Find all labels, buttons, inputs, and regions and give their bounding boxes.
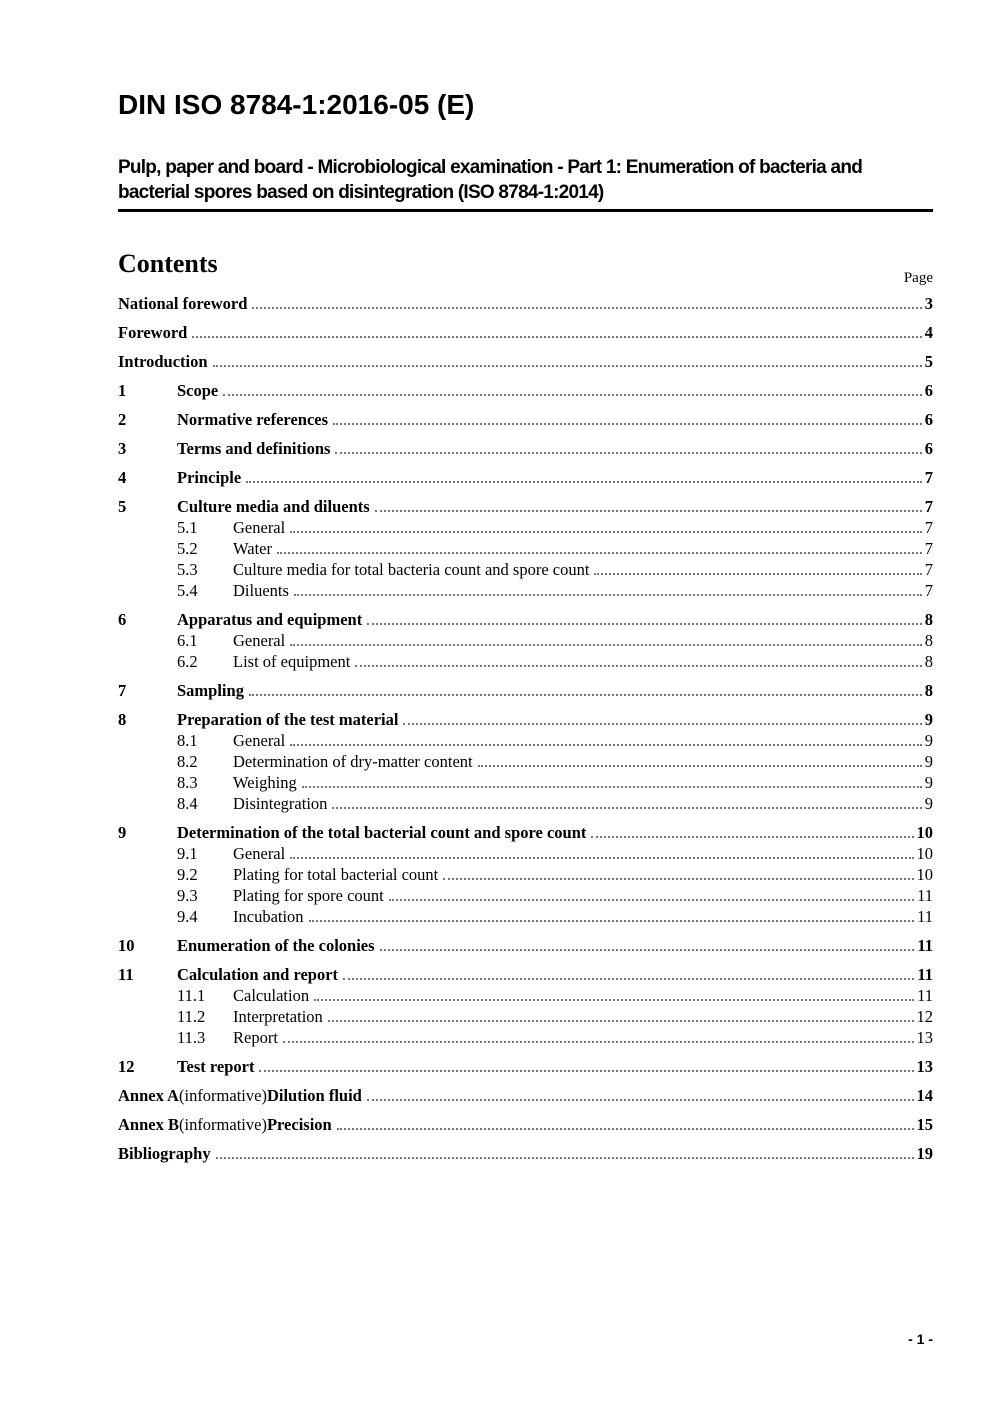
toc-row[interactable] xyxy=(118,497,933,517)
toc-row[interactable] xyxy=(118,710,933,730)
toc-entry-label: General xyxy=(233,731,286,750)
toc-entry-number: 9 xyxy=(118,823,127,842)
dot-leader xyxy=(277,542,922,554)
toc-row[interactable] xyxy=(118,681,933,701)
toc-entry-page: 7 xyxy=(924,497,933,516)
toc-entry-label: Calculation and report xyxy=(177,965,339,984)
toc-entry-page: 7 xyxy=(924,560,933,579)
toc-row[interactable] xyxy=(118,468,933,488)
toc-entry-label: Culture media for total bacteria count and spore count xyxy=(233,560,590,579)
toc-row[interactable] xyxy=(118,560,933,580)
toc-entry-page: 9 xyxy=(924,794,933,813)
toc-row[interactable] xyxy=(118,518,933,538)
toc-row[interactable] xyxy=(118,986,933,1006)
toc-entry-label: Interpretation xyxy=(233,1007,323,1026)
toc-entry-number: 5 xyxy=(118,497,127,516)
toc-entry-number: 5.4 xyxy=(177,581,198,600)
toc-row[interactable] xyxy=(118,652,933,672)
dot-leader xyxy=(594,563,921,575)
toc-entry-label: General xyxy=(233,631,286,650)
toc-row[interactable] xyxy=(118,823,933,843)
toc-entry-label: Dilution fluid xyxy=(266,1086,362,1105)
toc-entry-page: 13 xyxy=(916,1057,933,1076)
toc-entry-number: 11.3 xyxy=(177,1028,206,1047)
dot-leader xyxy=(443,868,913,880)
toc-entry-page: 6 xyxy=(924,410,933,429)
contents-heading: Contents xyxy=(118,249,218,278)
toc-entry-label: Test report xyxy=(177,1057,255,1076)
toc-entry-page: 10 xyxy=(916,823,933,842)
toc-entry-page: 3 xyxy=(924,294,933,313)
toc-entry-number: 8 xyxy=(118,710,127,729)
toc-entry-number: 4 xyxy=(118,468,127,487)
toc-entry-number: 11.2 xyxy=(177,1007,206,1026)
toc-entry-page: 7 xyxy=(924,581,933,600)
toc-entry-prefix: Annex A xyxy=(118,1086,179,1105)
dot-leader xyxy=(367,1089,914,1101)
contents-header-row xyxy=(118,248,933,286)
toc-entry-label: Determination of the total bacterial count and spore count xyxy=(177,823,587,842)
toc-row[interactable] xyxy=(118,773,933,793)
toc-entry-page: 10 xyxy=(916,844,933,863)
toc-entry-page: 7 xyxy=(924,468,933,487)
toc-row[interactable] xyxy=(118,294,933,314)
toc-entry-page: 13 xyxy=(916,1028,933,1047)
dot-leader xyxy=(375,500,922,512)
dot-leader xyxy=(249,684,922,696)
dot-leader xyxy=(328,1010,914,1022)
toc-entry-label: General xyxy=(233,518,286,537)
toc-entry-number: 5.2 xyxy=(177,539,198,558)
doc-code-title: DIN ISO 8784-1:2016-05 (E) xyxy=(118,89,475,120)
toc-entry-label: Foreword xyxy=(118,323,188,342)
dot-leader xyxy=(192,326,921,338)
toc-entry-number: 9.1 xyxy=(177,844,198,863)
toc-entry-label: Culture media and diluents xyxy=(177,497,370,516)
toc-entry-label: Diluents xyxy=(233,581,289,600)
toc-entry-page: 11 xyxy=(917,986,933,1005)
dot-leader xyxy=(259,1060,913,1072)
toc-entry-page: 6 xyxy=(924,439,933,458)
toc-entry-label: Incubation xyxy=(233,907,304,926)
dot-leader xyxy=(343,968,914,980)
toc-entry-page: 9 xyxy=(924,731,933,750)
toc-entry-label: Preparation of the test material xyxy=(177,710,399,729)
toc-entry-label: Plating for total bacterial count xyxy=(233,865,439,884)
dot-leader xyxy=(380,939,915,951)
toc-entry-number: 10 xyxy=(118,936,135,955)
toc-entry-prefix: Annex B xyxy=(118,1115,179,1134)
toc-entry-number: 12 xyxy=(118,1057,135,1076)
dot-leader xyxy=(309,910,915,922)
toc-entry-label: Precision xyxy=(266,1115,332,1134)
dot-leader xyxy=(591,826,913,838)
dot-leader xyxy=(223,384,922,396)
toc-entry-label: National foreword xyxy=(118,294,248,313)
toc-row[interactable] xyxy=(118,1115,933,1135)
toc-entry-qualifier: (informative) xyxy=(178,1115,267,1134)
toc-entry-number: 8.3 xyxy=(177,773,198,792)
dot-leader xyxy=(355,655,921,667)
dot-leader xyxy=(246,471,922,483)
dot-leader xyxy=(290,634,922,646)
toc-entry-page: 9 xyxy=(924,710,933,729)
toc-entry-qualifier: (informative) xyxy=(178,1086,267,1105)
toc-entry-label: Normative references xyxy=(177,410,329,429)
toc-entry-label: Disintegration xyxy=(233,794,328,813)
doc-subtitle: Pulp, paper and board - Microbiological examination - Part 1: Enumeration of bacteria and bacterial spores based on disintegration (ISO 8784-1:2014) xyxy=(118,155,933,212)
toc-entry-page: 12 xyxy=(916,1007,933,1026)
toc-entry-label: Sampling xyxy=(177,681,244,700)
toc-row[interactable] xyxy=(118,907,933,927)
toc-entry-page: 14 xyxy=(916,1086,933,1105)
toc-row[interactable] xyxy=(118,323,933,343)
toc-entry-label: Weighing xyxy=(233,773,297,792)
toc-entry-number: 8.2 xyxy=(177,752,198,771)
toc-row[interactable] xyxy=(118,1086,933,1106)
dot-leader xyxy=(389,889,914,901)
toc-entry-page: 4 xyxy=(924,323,933,342)
toc-row[interactable] xyxy=(118,410,933,430)
toc-entry-number: 9.2 xyxy=(177,865,198,884)
toc-entry-page: 15 xyxy=(916,1115,933,1134)
toc-entry-page: 9 xyxy=(924,773,933,792)
toc-entry-page: 6 xyxy=(924,381,933,400)
toc-entry-label: Scope xyxy=(177,381,219,400)
toc-entry-number: 2 xyxy=(118,410,127,429)
toc-row[interactable] xyxy=(118,631,933,651)
page-column-label: Page xyxy=(903,270,933,286)
dot-leader xyxy=(213,355,922,367)
toc-entry-page: 7 xyxy=(924,539,933,558)
toc-row[interactable] xyxy=(118,381,933,401)
toc-entry-label: List of equipment xyxy=(233,652,351,671)
toc-entry-label: General xyxy=(233,844,286,863)
toc-entry-label: Calculation xyxy=(233,986,310,1005)
toc-entry-number: 8.4 xyxy=(177,794,198,813)
toc-entry-number: 1 xyxy=(118,381,127,400)
document-page xyxy=(118,0,933,1164)
toc-row[interactable] xyxy=(118,752,933,772)
toc-entry-number: 11 xyxy=(118,965,134,984)
toc-entry-page: 19 xyxy=(916,1144,933,1163)
table-of-contents xyxy=(118,294,933,1164)
dot-leader xyxy=(332,797,921,809)
dot-leader xyxy=(302,776,922,788)
dot-leader xyxy=(290,734,922,746)
toc-row[interactable] xyxy=(118,610,933,630)
toc-row[interactable] xyxy=(118,844,933,864)
toc-row[interactable] xyxy=(118,539,933,559)
toc-row[interactable] xyxy=(118,794,933,814)
dot-leader xyxy=(367,613,922,625)
dot-leader xyxy=(403,713,921,725)
toc-entry-number: 8.1 xyxy=(177,731,198,750)
toc-entry-page: 11 xyxy=(917,936,933,955)
toc-entry-number: 9.3 xyxy=(177,886,198,905)
toc-entry-number: 7 xyxy=(118,681,127,700)
toc-row[interactable] xyxy=(118,439,933,459)
toc-row[interactable] xyxy=(118,731,933,751)
toc-entry-label: Report xyxy=(233,1028,278,1047)
toc-row[interactable] xyxy=(118,886,933,906)
toc-entry-label: Principle xyxy=(177,468,242,487)
toc-row[interactable] xyxy=(118,1007,933,1027)
toc-entry-label: Apparatus and equipment xyxy=(177,610,363,629)
toc-row[interactable] xyxy=(118,352,933,372)
toc-row[interactable] xyxy=(118,865,933,885)
dot-leader xyxy=(252,297,921,309)
toc-entry-page: 5 xyxy=(924,352,933,371)
toc-row[interactable] xyxy=(118,965,933,985)
toc-entry-page: 11 xyxy=(917,907,933,926)
toc-entry-label: Plating for spore count xyxy=(233,886,384,905)
toc-entry-number: 11.1 xyxy=(177,986,206,1005)
toc-entry-page: 8 xyxy=(924,681,933,700)
toc-entry-label: Introduction xyxy=(118,352,208,371)
toc-entry-label: Terms and definitions xyxy=(177,439,331,458)
dot-leader xyxy=(216,1147,914,1159)
toc-entry-label: Bibliography xyxy=(118,1144,211,1163)
toc-entry-label: Enumeration of the colonies xyxy=(177,936,375,955)
toc-entry-number: 6 xyxy=(118,610,127,629)
toc-entry-label: Water xyxy=(233,539,272,558)
toc-entry-number: 5.3 xyxy=(177,560,198,579)
toc-row[interactable] xyxy=(118,936,933,956)
toc-entry-number: 6.2 xyxy=(177,652,198,671)
dot-leader xyxy=(294,584,922,596)
dot-leader xyxy=(314,989,914,1001)
dot-leader xyxy=(335,442,921,454)
toc-row[interactable] xyxy=(118,1028,933,1048)
toc-entry-number: 5.1 xyxy=(177,518,198,537)
toc-row[interactable] xyxy=(118,581,933,601)
toc-entry-number: 9.4 xyxy=(177,907,198,926)
page-number: - 1 - xyxy=(908,1331,933,1347)
toc-entry-page: 10 xyxy=(916,865,933,884)
dot-leader xyxy=(478,755,922,767)
dot-leader xyxy=(283,1031,914,1043)
toc-row[interactable] xyxy=(118,1057,933,1077)
toc-entry-page: 7 xyxy=(924,518,933,537)
toc-entry-page: 8 xyxy=(924,631,933,650)
toc-entry-label: Determination of dry-matter content xyxy=(233,752,473,771)
toc-entry-number: 6.1 xyxy=(177,631,198,650)
toc-entry-page: 11 xyxy=(917,886,933,905)
toc-row[interactable] xyxy=(118,1144,933,1164)
dot-leader xyxy=(337,1118,914,1130)
toc-entry-page: 8 xyxy=(924,610,933,629)
page-footer xyxy=(118,1331,933,1348)
dot-leader xyxy=(290,847,913,859)
dot-leader xyxy=(290,521,922,533)
toc-entry-page: 11 xyxy=(917,965,933,984)
dot-leader xyxy=(333,413,922,425)
toc-entry-page: 8 xyxy=(924,652,933,671)
toc-entry-page: 9 xyxy=(924,752,933,771)
toc-entry-number: 3 xyxy=(118,439,127,458)
